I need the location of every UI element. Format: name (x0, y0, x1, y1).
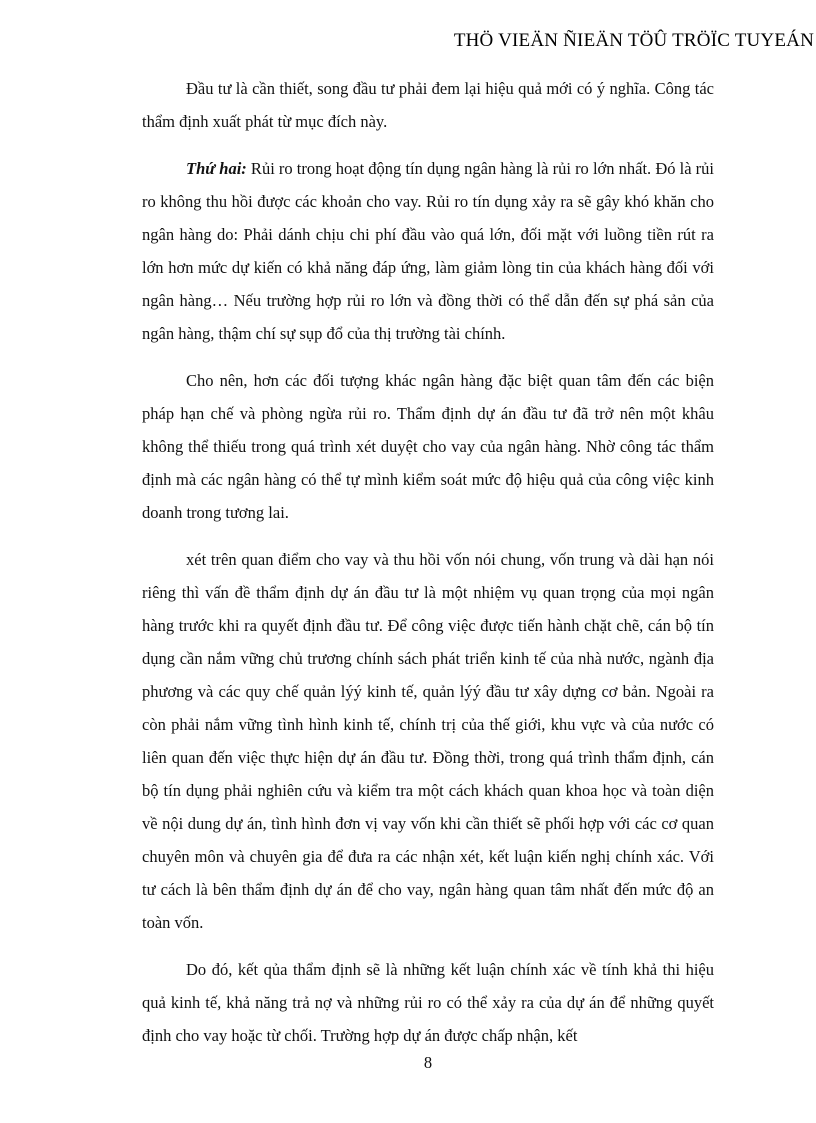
paragraph-1 (142, 72, 714, 138)
paragraph-text: xét trên quan điểm cho vay và thu hồi vốn nói chung, vốn trung và dài hạn nói riêng thì vấn đề thẩm định dự án đầu tư là một nhiệm vụ quan trọng của mọi ngân hàng trước khi ra quyết định đầu tư. Để công việc được tiến hành chặt chẽ, cán bộ tín dụng cần nắm vững chủ trương chính sách phát triển kinh tế của nhà nước, ngành địa phương và các quy chế quản lýý kinh tế, quản lýý đầu tư xây dựng cơ bản. Ngoài ra còn phải nắm vững tình hình kinh tế, chính trị của thế giới, khu vực và của nước có liên quan đến việc thực hiện dự án đầu tư. Đồng thời, trong quá trình thẩm định, cán bộ tín dụng phải nghiên cứu và kiểm tra một cách khách quan khoa học và toàn diện về nội dung dự án, tình hình đơn vị vay vốn khi cần thiết sẽ phối hợp với các cơ quan chuyên môn và chuyên gia để đưa ra các nhận xét, kết luận kiến nghị chính xác. Với tư cách là bên thẩm định dự án để cho vay, ngân hàng quan tâm nhất đến mức độ an toàn vốn. (142, 550, 714, 932)
document-body (142, 72, 714, 1066)
paragraph-3 (142, 364, 714, 529)
paragraph-4 (142, 543, 714, 939)
page-number: 8 (423, 1053, 433, 1072)
paragraph-text: Rủi ro trong hoạt động tín dụng ngân hàng là rủi ro lớn nhất. Đó là rủi ro không thu hồi được các khoản cho vay. Rủi ro tín dụng xảy ra sẽ gây khó khăn cho ngân hàng do: Phải dánh chịu chi phí đầu vào quá lớn, đối mặt với luồng tiền rút ra lớn hơn mức dự kiến có khả năng đáp ứng, làm giảm lòng tin của khách hàng đối với ngân hàng… Nếu trường hợp rủi ro lớn và đồng thời có thể dẫn đến sự phá sản của ngân hàng, thậm chí sự sụp đổ của thị trường tài chính. (142, 159, 714, 343)
paragraph-text: Cho nên, hơn các đối tượng khác ngân hàng đặc biệt quan tâm đến các biện pháp hạn chế và phòng ngừa rủi ro. Thẩm định dự án đầu tư đã trở nên một khâu không thể thiếu trong quá trình xét duyệt cho vay của ngân hàng. Nhờ công tác thẩm định mà các ngân hàng có thể tự mình kiểm soát mức độ hiệu quả của công việc kinh doanh trong tương lai. (142, 371, 714, 522)
page-header: THÖ VIEÄN ÑIEÄN TÖÛ TRÖÏC TUYEÁN (453, 30, 814, 51)
paragraph-lead: Thứ hai: (186, 159, 247, 178)
paragraph-text: Đầu tư là cần thiết, song đầu tư phải đem lại hiệu quả mới có ý nghĩa. Công tác thẩm định xuất phát từ mục đích này. (142, 79, 714, 131)
paragraph-5 (142, 953, 714, 1052)
paragraph-text: Do đó, kết qủa thẩm định sẽ là những kết luận chính xác về tính khả thi hiệu quả kinh tế, khả năng trả nợ và những rủi ro có thể xảy ra của dự án để những quyết định cho vay hoặc từ chối. Trường hợp dự án được chấp nhận, kết (142, 960, 714, 1045)
paragraph-2 (142, 152, 714, 350)
